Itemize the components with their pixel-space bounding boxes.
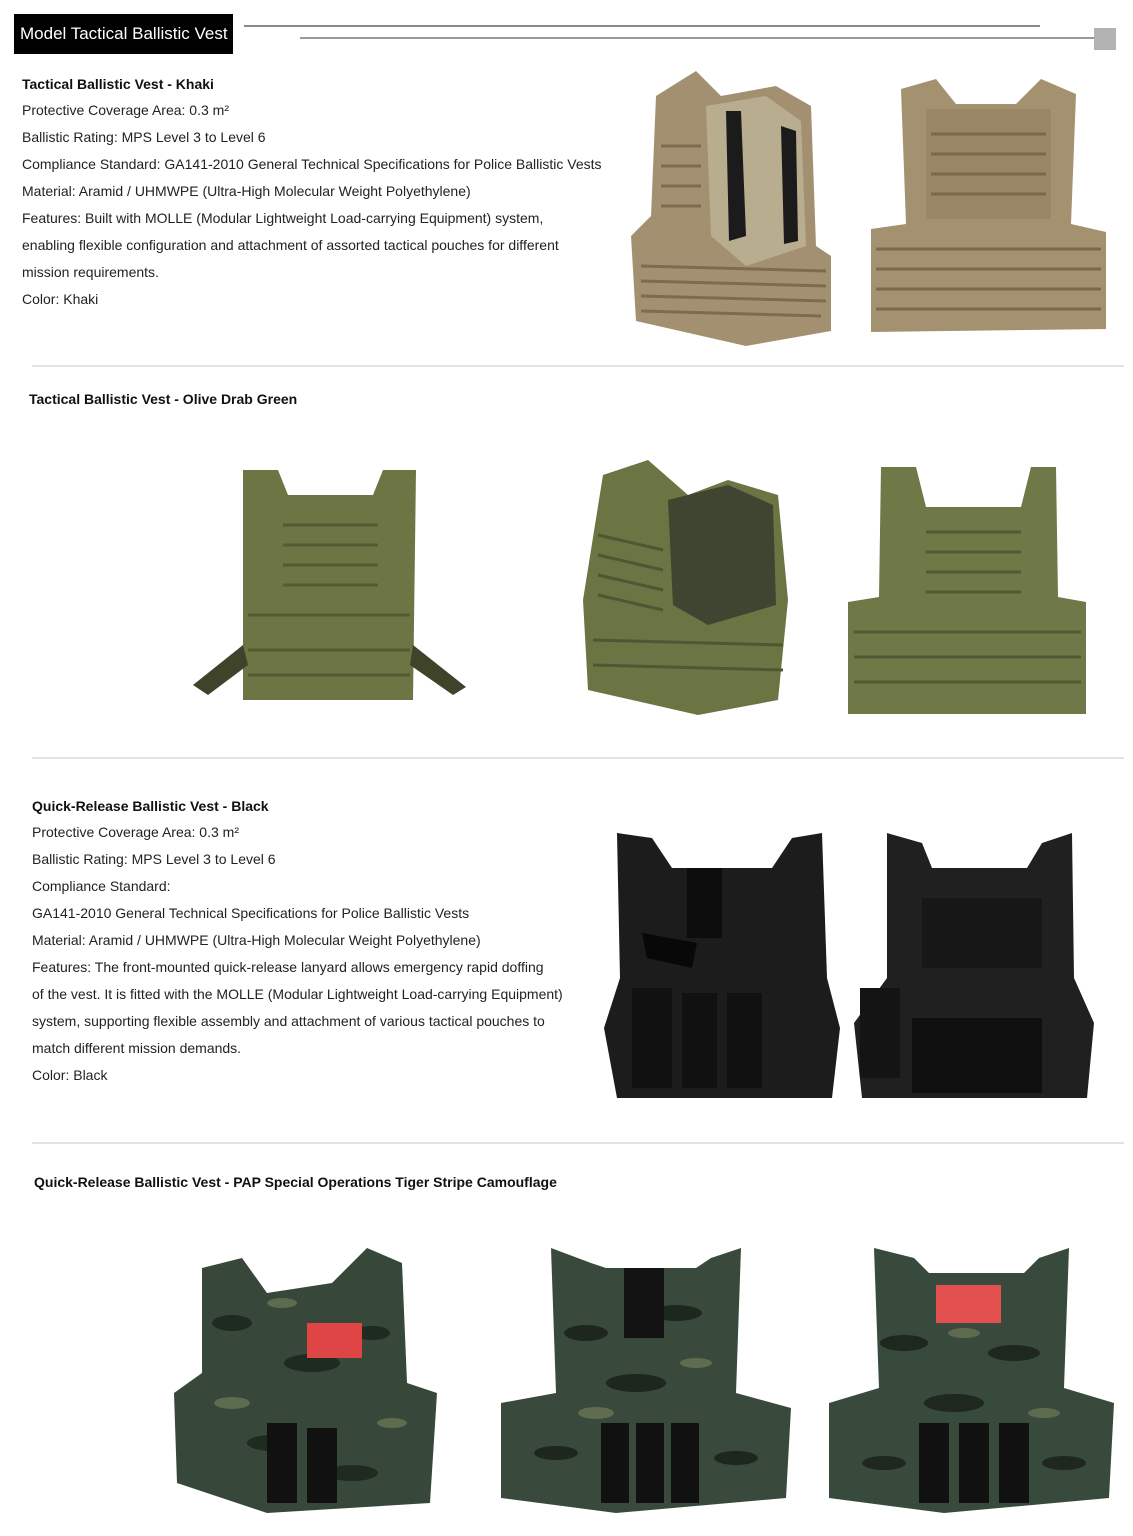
section-title-camo: Quick-Release Ballistic Vest - PAP Special Operations Tiger Stripe Camouflage — [34, 1174, 557, 1190]
spec-features: Features: Built with MOLLE (Modular Lightweight Load-carrying Equipment) system, — [22, 210, 544, 226]
spec-coverage: Protective Coverage Area: 0.3 m² — [22, 102, 229, 118]
vest-photo-khaki-angle — [626, 66, 846, 351]
section-divider — [32, 757, 1124, 759]
vest-photo-olive-angle — [578, 455, 793, 717]
spec-material: Material: Aramid / UHMWPE (Ultra-High Molecular Weight Polyethylene) — [32, 932, 481, 948]
vest-photo-camo-front — [496, 1243, 794, 1515]
spec-features-cont: mission requirements. — [22, 264, 159, 280]
section-title-olive: Tactical Ballistic Vest - Olive Drab Green — [29, 391, 298, 407]
spec-list-khaki — [22, 97, 602, 313]
section-divider — [32, 1142, 1124, 1144]
section-title-black: Quick-Release Ballistic Vest - Black — [32, 798, 269, 814]
vest-photo-khaki-front — [866, 74, 1111, 339]
spec-standard: Compliance Standard: — [32, 878, 171, 894]
header-rule — [244, 25, 1040, 27]
spec-standard: Compliance Standard: GA141-2010 General Technical Specifications for Police Ballistic Vests — [22, 156, 602, 172]
vest-photo-camo-angle — [172, 1243, 440, 1515]
vest-photo-olive-front — [188, 465, 470, 703]
vest-photo-camo-back — [824, 1243, 1118, 1515]
header-rule-secondary — [300, 37, 1094, 39]
section-divider — [32, 365, 1124, 367]
vest-photo-black-front — [602, 828, 842, 1100]
spec-rating: Ballistic Rating: MPS Level 3 to Level 6 — [32, 851, 276, 867]
spec-features: Features: The front-mounted quick-release lanyard allows emergency rapid doffing — [32, 959, 544, 975]
spec-features-cont: match different mission demands. — [32, 1040, 242, 1056]
spec-features-cont: enabling flexible configuration and attachment of assorted tactical pouches for different — [22, 237, 559, 253]
header-rule-marker — [1094, 28, 1116, 50]
spec-standard-cont: GA141-2010 General Technical Specifications for Police Ballistic Vests — [32, 905, 470, 921]
spec-coverage: Protective Coverage Area: 0.3 m² — [32, 824, 239, 840]
spec-features-cont: of the vest. It is fitted with the MOLLE (Modular Lightweight Load-carrying Equipment) — [32, 986, 563, 1002]
spec-color: Color: Khaki — [22, 291, 99, 307]
spec-list-black — [32, 819, 563, 1089]
section-title-khaki: Tactical Ballistic Vest - Khaki — [22, 76, 214, 92]
spec-color: Color: Black — [32, 1067, 108, 1083]
page-title: Model Tactical Ballistic Vest — [14, 14, 233, 54]
vest-photo-olive-back — [846, 462, 1088, 717]
spec-rating: Ballistic Rating: MPS Level 3 to Level 6 — [22, 129, 266, 145]
vest-photo-black-back — [852, 828, 1097, 1102]
spec-features-cont: system, supporting flexible assembly and attachment of various tactical pouches to — [32, 1013, 545, 1029]
spec-material: Material: Aramid / UHMWPE (Ultra-High Molecular Weight Polyethylene) — [22, 183, 471, 199]
